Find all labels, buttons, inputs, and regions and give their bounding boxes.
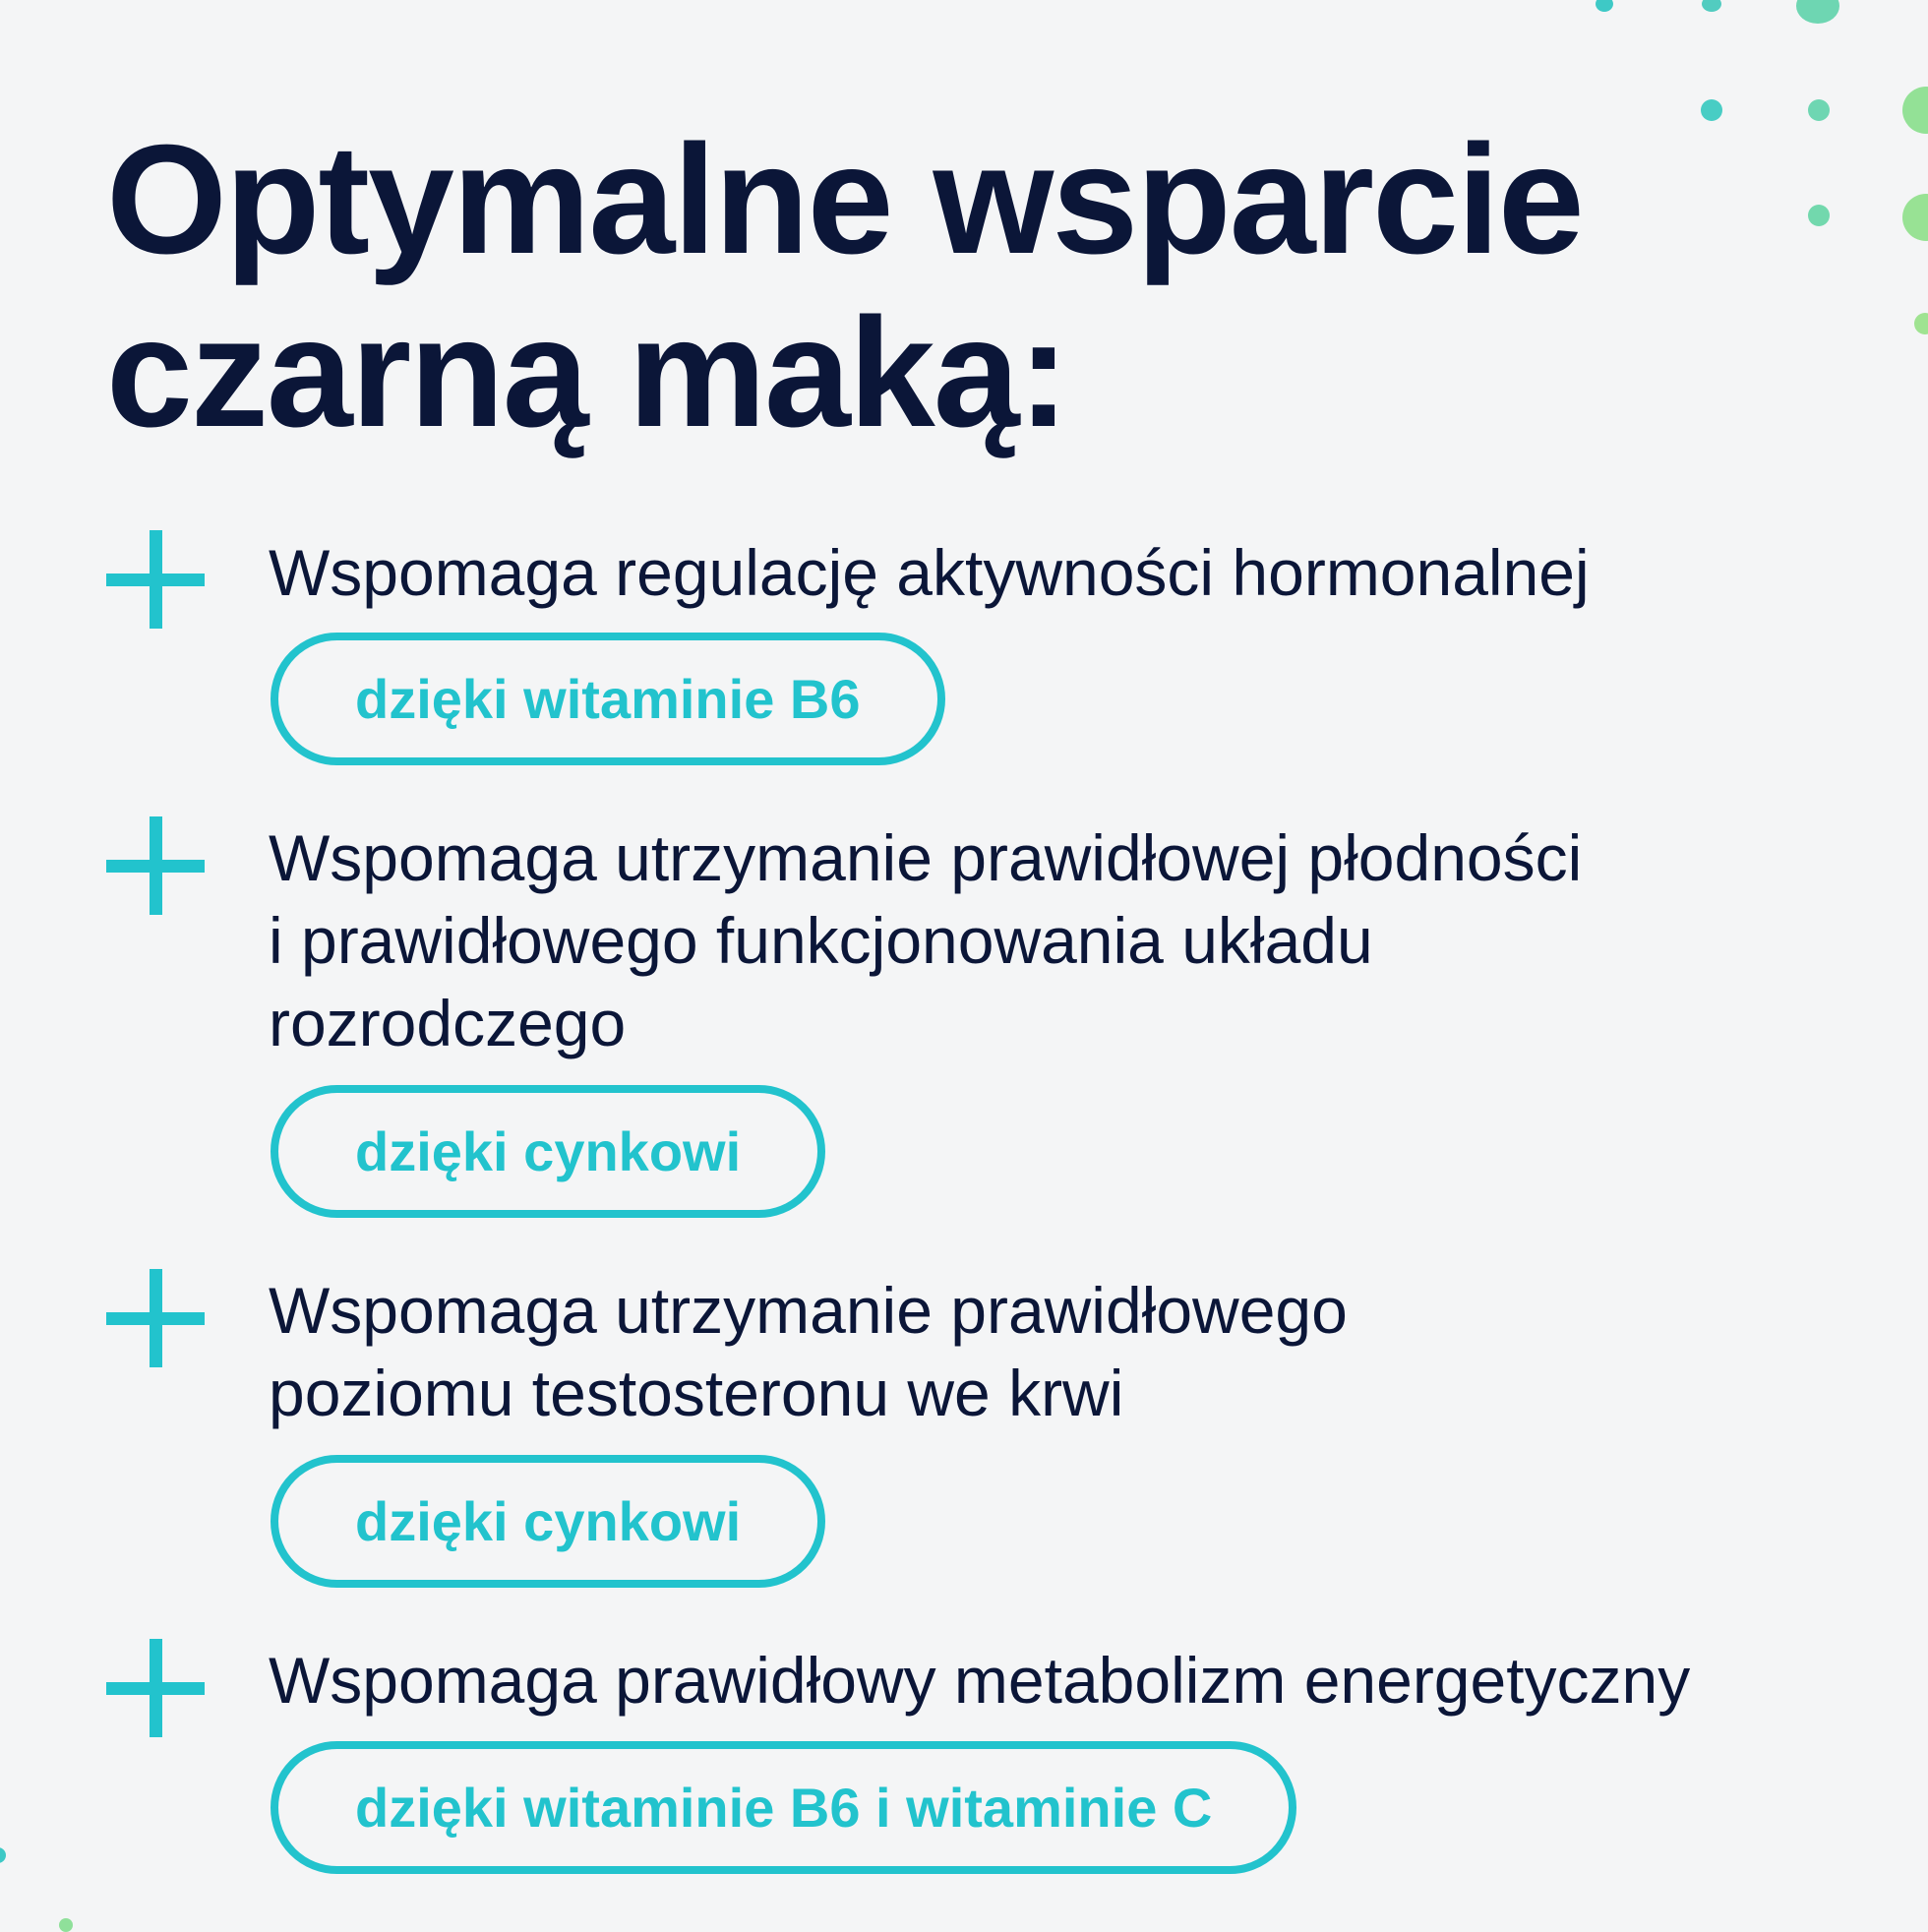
decorative-dot [1702, 0, 1721, 12]
plus-icon [106, 530, 205, 629]
decorative-dot [59, 1918, 73, 1932]
plus-icon [106, 816, 205, 915]
decorative-dot [1808, 205, 1830, 226]
benefit-text [269, 1639, 1690, 1721]
decorative-dot [1902, 87, 1928, 134]
decorative-dot [1701, 99, 1722, 121]
benefit-text-line: i prawidłowego funkcjonowania układu [269, 904, 1373, 977]
benefit-text-line: poziomu testosteronu we krwi [269, 1357, 1124, 1429]
decorative-dot [1902, 194, 1928, 241]
decorative-dot [1796, 0, 1839, 24]
benefit-text [269, 531, 1590, 614]
benefit-text [269, 1269, 1348, 1434]
benefit-text-line: Wspomaga utrzymanie prawidłowego [269, 1274, 1348, 1347]
benefit-text-line: Wspomaga prawidłowy metabolizm energetyczny [269, 1644, 1691, 1717]
nutrient-pill: dzięki witaminie B6 [271, 633, 945, 765]
title-line-2: czarną maką: [106, 286, 1068, 459]
decorative-dot [1914, 313, 1928, 334]
decorative-dot [1596, 0, 1613, 12]
nutrient-pill: dzięki cynkowi [271, 1085, 825, 1218]
plus-icon [106, 1269, 205, 1367]
decorative-dot [0, 1847, 6, 1863]
benefit-text [269, 816, 1582, 1064]
plus-icon [106, 1639, 205, 1737]
nutrient-pill: dzięki cynkowi [271, 1455, 825, 1588]
nutrient-pill: dzięki witaminie B6 i witaminie C [271, 1741, 1296, 1874]
benefit-text-line: Wspomaga utrzymanie prawidłowej płodności [269, 821, 1583, 894]
benefit-text-line: rozrodczego [269, 987, 627, 1059]
decorative-dot [1808, 99, 1830, 121]
page-title [106, 113, 1583, 459]
title-line-1: Optymalne wsparcie [106, 113, 1583, 286]
benefit-text-line: Wspomaga regulację aktywności hormonalnej [269, 536, 1590, 609]
